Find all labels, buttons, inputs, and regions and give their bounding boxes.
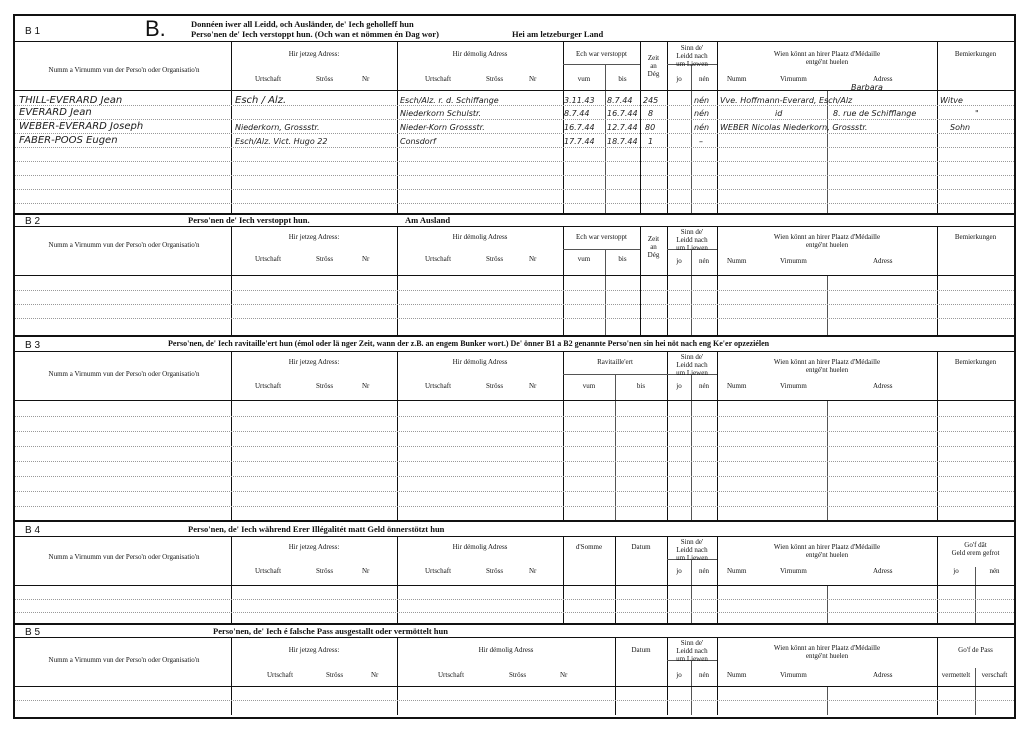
col-jo: jo: [676, 257, 682, 265]
col-nr: Nr: [362, 255, 370, 263]
col-numm: Numm: [727, 75, 747, 83]
section-title-location: Am Ausland: [405, 215, 451, 225]
col-urtschaft-past: Urtschaft: [425, 75, 452, 83]
col-current-address: Hir jetzeg Adress:: [288, 50, 340, 58]
col-nr-past: Nr: [529, 255, 537, 263]
col-hidden: Ech war verstoppt: [576, 50, 627, 58]
col-numm: Numm: [727, 671, 747, 679]
col-days: Zeit an Dég: [647, 235, 660, 259]
col-urtschaft: Urtschaft: [267, 671, 294, 679]
col-stross-past: Ströss: [486, 255, 504, 263]
col-stross-past: Ströss: [486, 75, 504, 83]
entry-vum: 8.7.44: [564, 109, 590, 118]
col-vum: vum: [582, 382, 596, 390]
col-numm: Numm: [727, 382, 747, 390]
col-urtschaft: Urtschaft: [255, 567, 282, 575]
section-code: B 2: [25, 216, 41, 227]
col-urtschaft: Urtschaft: [255, 382, 282, 390]
col-nen: nén: [698, 382, 710, 390]
entry-medal: id: [775, 109, 783, 118]
col-vum: vum: [577, 255, 591, 263]
section-title: Perso'nen, de' Iech é falsche Pass ausgestallt oder vermöttelt hun: [213, 626, 448, 636]
section-code: B 3: [25, 340, 41, 351]
col-stross-past: Ströss: [486, 567, 504, 575]
col-alive: Sinn de' Leidd nach um Liewen: [676, 353, 708, 377]
entry-remark: Sohn: [950, 123, 971, 132]
col-pass: Go'f de Pass: [958, 646, 993, 654]
entry-name: FABER-POOS Eugen: [19, 135, 118, 146]
col-nen: nén: [698, 567, 710, 575]
section-b2: [15, 215, 1014, 337]
col-alive: Sinn de' Leidd nach um Liewen: [676, 639, 708, 663]
col-nr: Nr: [362, 75, 370, 83]
col-money-back: Go'f dât Geld erem gefrot: [951, 541, 1000, 557]
col-medal: Wien könnt an hirer Plaatz d'Médaille entgé'nt huelen: [773, 233, 881, 249]
entry-nen: nén: [694, 96, 710, 105]
col-stross: Ströss: [326, 671, 344, 679]
col-stross: Ströss: [316, 567, 334, 575]
col-bis: bis: [636, 382, 646, 390]
col-nen: nén: [698, 75, 710, 83]
entries-area: [15, 401, 1014, 520]
entry-medal: WEBER Nicolas Niederkorn, Grossstr.: [720, 123, 868, 132]
section-b1: [15, 16, 1014, 215]
col-nen: nén: [698, 671, 710, 679]
col-nr-past: Nr: [529, 567, 537, 575]
entry-days: 8: [648, 109, 654, 118]
col-numm: Numm: [727, 257, 747, 265]
col-name: Numm a Virnumm vun der Perso'n oder Organisatio'n: [48, 66, 200, 74]
entry-nen: nén: [694, 109, 710, 118]
col-vermettelt: vermettelt: [941, 671, 971, 679]
col-nr-past: Nr: [529, 382, 537, 390]
col-remarks: Bemierkungen: [954, 50, 997, 58]
col-past-address: Hir démolig Adress: [452, 233, 508, 241]
section-title: Perso'nen de' Iech verstoppt hun.: [188, 215, 310, 225]
entry-bis: 8.7.44: [607, 96, 633, 105]
col-current-address: Hir jetzeg Adress:: [288, 543, 340, 551]
entries-area: [15, 276, 1014, 335]
col-virnumm: Virnumm: [780, 382, 807, 390]
col-bis: bis: [618, 255, 627, 263]
col-alive: Sinn de' Leidd nach um Liewen: [676, 228, 708, 252]
section-b4: [15, 522, 1014, 625]
entry-bis: 16.7.44: [607, 109, 638, 118]
col-alive: Sinn de' Leidd nach um Liewen: [676, 44, 708, 68]
col-sum: d'Somme: [575, 543, 603, 551]
col-adress: Adress: [873, 382, 893, 390]
col-ravitaille: Ravitaille'ert: [597, 358, 633, 366]
col-stross-past: Ströss: [486, 382, 504, 390]
col-current-address: Hir jetzeg Adress:: [288, 358, 340, 366]
col-verschaft: verschaft: [981, 671, 1008, 679]
entry-past-address: Consdorf: [400, 137, 436, 146]
col-nr: Nr: [371, 671, 379, 679]
col-adress: Adress: [873, 567, 893, 575]
col-virnumm: Virnumm: [780, 567, 807, 575]
entry-days: 80: [645, 123, 656, 132]
col-jo: jo: [676, 567, 682, 575]
entry-past-address: Esch/Alz. r. d. Schiffange: [400, 96, 499, 105]
form-sheet: [13, 14, 1016, 719]
col-bis: bis: [618, 75, 627, 83]
col-adress: Adress: [873, 75, 893, 83]
col-virnumm: Virnumm: [780, 75, 807, 83]
section-subtitle: Perso'nen de' Iech verstoppt hun. (Och wan et nömmen én Dag wor): [191, 29, 439, 39]
col-name: Numm a Virnumm vun der Perso'n oder Organisatio'n: [48, 553, 200, 561]
entries-area: [15, 687, 1014, 715]
entry-address: Esch / Alz.: [235, 95, 287, 106]
section-code: B 4: [25, 525, 41, 536]
col-past-address: Hir démolig Adress: [452, 358, 508, 366]
col-stross: Ströss: [316, 382, 334, 390]
section-subtitle-location: Hei am letzeburger Land: [512, 29, 604, 39]
entry-vum: 3.11.43: [564, 96, 595, 105]
entry-name: EVERARD Jean: [19, 107, 92, 118]
section-title: Donnéen iwer all Leidd, och Ausländer, de' Iech geholleff hun: [191, 19, 414, 29]
col-numm: Numm: [727, 567, 747, 575]
col-jo: jo: [676, 75, 682, 83]
col-nr: Nr: [362, 382, 370, 390]
col-adress: Adress: [873, 671, 893, 679]
entry-vum: 17.7.44: [564, 137, 595, 146]
col-current-address: Hir jetzeg Adress:: [288, 233, 340, 241]
entry-nen: –: [699, 137, 703, 146]
entry-bis: 12.7.44: [607, 123, 638, 132]
col-past-address: Hir démolig Adress: [452, 50, 508, 58]
col-medal: Wien könnt an hirer Plaatz d'Médaille entgé'nt huelen: [773, 358, 881, 374]
col-jo: jo: [676, 382, 682, 390]
entry-nen: nén: [694, 123, 710, 132]
col-virnumm: Virnumm: [780, 257, 807, 265]
col-urtschaft-past: Urtschaft: [425, 255, 452, 263]
entry-days: 1: [648, 137, 654, 146]
entries-area: [15, 586, 1014, 623]
col-name: Numm a Virnumm vun der Perso'n oder Organisatio'n: [48, 370, 200, 378]
col-urtschaft: Urtschaft: [255, 75, 282, 83]
entry-medal: Vve. Hoffmann-Everard, Esch/Alz: [720, 96, 853, 105]
entry-past-address: Nieder-Korn Grossstr.: [400, 123, 485, 132]
col-alive: Sinn de' Leidd nach um Liewen: [676, 538, 708, 562]
col-jo: jo: [676, 671, 682, 679]
col-vum: vum: [577, 75, 591, 83]
col-name: Numm a Virnumm vun der Perso'n oder Organisatio'n: [48, 241, 200, 249]
col-nen: nén: [698, 257, 710, 265]
col-urtschaft-past: Urtschaft: [438, 671, 465, 679]
col-adress: Adress: [873, 257, 893, 265]
col-stross: Ströss: [316, 75, 334, 83]
column-header: [15, 637, 1014, 687]
column-header: [15, 351, 1014, 401]
section-code: B 5: [25, 627, 41, 638]
entry-past-address: Niederkorn Schulstr.: [400, 109, 482, 118]
col-nr-past: Nr: [529, 75, 537, 83]
section-code: B 1: [25, 26, 41, 37]
entry-name: THILL-EVERARD Jean: [19, 95, 123, 106]
col-jo-money: jo: [953, 567, 959, 575]
col-past-address: Hir démolig Adress: [452, 543, 508, 551]
entry-bis: 18.7.44: [607, 137, 638, 146]
section-title: Perso'nen, de' Iech während Erer Illégalitét matt Geld önnerstötzt hun: [188, 524, 445, 534]
section-b5: [15, 625, 1014, 717]
col-nr: Nr: [362, 567, 370, 575]
col-stross: Ströss: [316, 255, 334, 263]
col-stross-past: Ströss: [509, 671, 527, 679]
column-header: [15, 226, 1014, 276]
section-title: Perso'nen, de' Iech ravitaille'ert hun (émol oder lä nger Zeit, wann der z.B. an engem Bunker wort.) De' önner B1 a B2 genannte Perso'nen sin hei nöt nach eng Ke'er opzeziélen: [168, 339, 770, 348]
note-schifflange: 8. rue de Schifflange: [833, 109, 917, 118]
col-nen-money: nén: [989, 567, 1000, 575]
big-letter: B.: [145, 16, 166, 41]
col-medal: Wien könnt an hirer Plaatz d'Médaille entgé'nt huelen: [773, 50, 881, 66]
section-b3: [15, 337, 1014, 522]
col-medal: Wien könnt an hirer Plaatz d'Médaille entgé'nt huelen: [773, 644, 881, 660]
col-hidden: Ech war verstoppt: [576, 233, 627, 241]
entry-vum: 16.7.44: [564, 123, 595, 132]
col-nr-past: Nr: [560, 671, 568, 679]
col-date: Datum: [631, 543, 651, 551]
entries-area: [15, 83, 1014, 213]
entry-name: WEBER-EVERARD Joseph: [19, 121, 144, 132]
col-urtschaft: Urtschaft: [255, 255, 282, 263]
entry-days: 245: [643, 96, 659, 105]
entry-address: Niederkorn, Grossstr.: [235, 123, 320, 132]
col-urtschaft-past: Urtschaft: [425, 567, 452, 575]
col-date: Datum: [631, 646, 651, 654]
col-virnumm: Virnumm: [780, 671, 807, 679]
column-header: [15, 536, 1014, 586]
entry-address: Esch/Alz. Vict. Hugo 22: [235, 137, 328, 146]
col-past-address: Hir démolig Adress: [478, 646, 534, 654]
col-remarks: Bemierkungen: [954, 358, 997, 366]
entry-remark: Witve: [940, 96, 963, 105]
entry-remark: ": [975, 109, 979, 118]
col-urtschaft-past: Urtschaft: [425, 382, 452, 390]
col-current-address: Hir jetzeg Adress:: [288, 646, 340, 654]
col-remarks: Bemierkungen: [954, 233, 997, 241]
col-medal: Wien könnt an hirer Plaatz d'Médaille entgé'nt huelen: [773, 543, 881, 559]
note-barbara: Barbara: [851, 83, 883, 92]
col-name: Numm a Virnumm vun der Perso'n oder Organisatio'n: [48, 656, 200, 664]
col-days: Zeit an Dég: [647, 54, 660, 78]
